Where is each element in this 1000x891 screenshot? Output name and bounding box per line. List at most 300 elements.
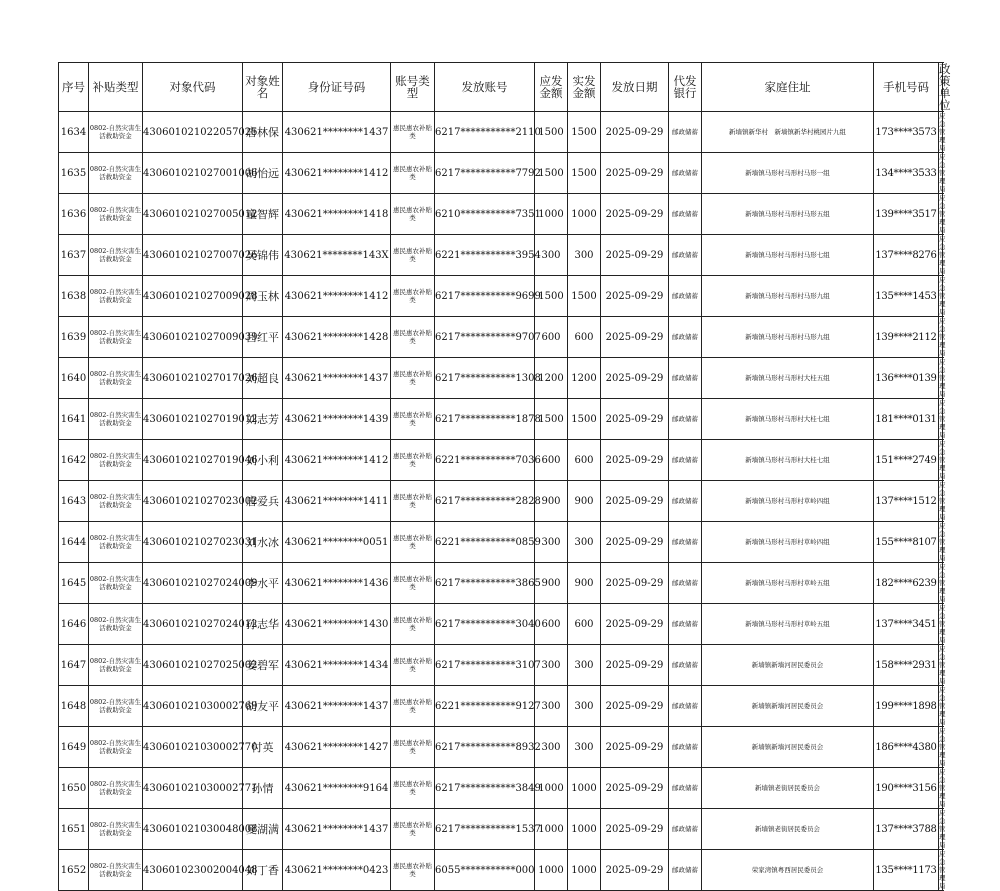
cell-object-code: 430601021027009028 (143, 276, 243, 317)
cell-amount-due: 300 (535, 522, 568, 563)
cell-account: 6217***********3865 (435, 563, 535, 604)
cell-amount-due: 1000 (535, 768, 568, 809)
cell-seq: 1641 (59, 399, 89, 440)
cell-unit: 应急管理局 (939, 153, 946, 193)
cell-object-code: 430601021022057025 (143, 112, 243, 153)
table-row (59, 112, 943, 153)
cell-bank: 邮政储蓄 (669, 850, 702, 891)
cell-phone: 173****3573 (874, 112, 939, 153)
cell-address: 新墙镇新华村 新墙镇新华村桃园片九组 (702, 112, 874, 153)
cell-amount-paid: 1000 (568, 850, 601, 891)
cell-unit: 应急管理局 (939, 235, 946, 275)
cell-object-code: 430601021027023031 (143, 522, 243, 563)
cell-object-code: 430601021027019046 (143, 440, 243, 481)
cell-date: 2025-09-29 (601, 276, 669, 317)
cell-phone: 181****0131 (874, 399, 939, 440)
cell-object-name: 吴锦伟 (243, 235, 283, 276)
cell-account-type: 惠民惠农补贴类 (391, 440, 435, 481)
table-row (59, 317, 943, 358)
cell-account: 6217***********1308 (435, 358, 535, 399)
cell-date: 2025-09-29 (601, 440, 669, 481)
cell-object-code: 430601021027023002 (143, 481, 243, 522)
cell-object-code: 430601021030002770 (143, 727, 243, 768)
header-amount-paid: 实发金额 (568, 63, 601, 112)
cell-account-type: 惠民惠农补贴类 (391, 276, 435, 317)
cell-seq: 1635 (59, 153, 89, 194)
cell-date: 2025-09-29 (601, 809, 669, 850)
cell-id-number: 430621********1434 (283, 645, 391, 686)
cell-phone: 139****2112 (874, 317, 939, 358)
table-row (59, 194, 943, 235)
table-row (59, 276, 943, 317)
cell-object-code: 430601021027025002 (143, 645, 243, 686)
cell-address: 新墙镇马形村马形村马形五组 (702, 194, 874, 235)
cell-subsidy-type: 0802-自然灾害生活救助资金 (89, 153, 143, 194)
cell-account-type: 惠民惠农补贴类 (391, 768, 435, 809)
cell-object-name: 吕红平 (243, 317, 283, 358)
cell-amount-due: 600 (535, 317, 568, 358)
cell-seq: 1642 (59, 440, 89, 481)
cell-object-name: 刘志芳 (243, 399, 283, 440)
cell-phone: 137****8276 (874, 235, 939, 276)
cell-subsidy-type: 0802-自然灾害生活救助资金 (89, 727, 143, 768)
cell-seq: 1644 (59, 522, 89, 563)
cell-phone: 199****1898 (874, 686, 939, 727)
cell-amount-paid: 300 (568, 235, 601, 276)
cell-account: 6217***********2828 (435, 481, 535, 522)
cell-subsidy-type: 0802-自然灾害生活救助资金 (89, 194, 143, 235)
cell-account: 6217***********2110 (435, 112, 535, 153)
cell-account-type: 惠民惠农补贴类 (391, 604, 435, 645)
cell-amount-due: 600 (535, 604, 568, 645)
cell-date: 2025-09-29 (601, 481, 669, 522)
cell-unit: 应急管理局 (939, 399, 946, 439)
cell-account: 6210***********7351 (435, 194, 535, 235)
cell-seq: 1647 (59, 645, 89, 686)
cell-date: 2025-09-29 (601, 686, 669, 727)
cell-address: 新墙镇马形村马形村马形九组 (702, 276, 874, 317)
cell-date: 2025-09-29 (601, 727, 669, 768)
cell-object-code: 430601023002004048 (143, 850, 243, 891)
cell-seq: 1648 (59, 686, 89, 727)
cell-bank: 邮政储蓄 (669, 153, 702, 194)
cell-object-name: 刘水冰 (243, 522, 283, 563)
cell-object-name: 唐爱兵 (243, 481, 283, 522)
cell-date: 2025-09-29 (601, 194, 669, 235)
cell-seq: 1640 (59, 358, 89, 399)
cell-address: 新墙镇马形村马形村大桂五组 (702, 358, 874, 399)
cell-id-number: 430621********1439 (283, 399, 391, 440)
cell-account-type: 惠民惠农补贴类 (391, 522, 435, 563)
header-address: 家庭住址 (702, 63, 874, 112)
header-seq: 序号 (59, 63, 89, 112)
cell-unit: 应急管理局 (939, 768, 946, 808)
cell-object-code: 430601021027005012 (143, 194, 243, 235)
cell-object-code: 430601021027024012 (143, 604, 243, 645)
cell-date: 2025-09-29 (601, 563, 669, 604)
table-row (59, 768, 943, 809)
cell-account-type: 惠民惠农补贴类 (391, 850, 435, 891)
cell-amount-paid: 1000 (568, 809, 601, 850)
cell-subsidy-type: 0802-自然灾害生活救助资金 (89, 809, 143, 850)
table-row (59, 153, 943, 194)
cell-account-type: 惠民惠农补贴类 (391, 686, 435, 727)
cell-id-number: 430621********1437 (283, 686, 391, 727)
table-row (59, 481, 943, 522)
table-row (59, 727, 943, 768)
table-row (59, 399, 943, 440)
cell-id-number: 430621********1411 (283, 481, 391, 522)
cell-date: 2025-09-29 (601, 153, 669, 194)
cell-phone: 135****1453 (874, 276, 939, 317)
cell-subsidy-type: 0802-自然灾害生活救助资金 (89, 112, 143, 153)
cell-date: 2025-09-29 (601, 399, 669, 440)
cell-date: 2025-09-29 (601, 317, 669, 358)
cell-account-type: 惠民惠农补贴类 (391, 358, 435, 399)
cell-unit: 应急管理局 (939, 112, 946, 152)
cell-account-type: 惠民惠农补贴类 (391, 112, 435, 153)
cell-seq: 1649 (59, 727, 89, 768)
cell-amount-due: 300 (535, 235, 568, 276)
cell-date: 2025-09-29 (601, 850, 669, 891)
cell-bank: 邮政储蓄 (669, 768, 702, 809)
cell-id-number: 430621********0051 (283, 522, 391, 563)
cell-object-name: 孙情 (243, 768, 283, 809)
cell-account-type: 惠民惠农补贴类 (391, 809, 435, 850)
header-unit: 政策单位 (939, 62, 951, 112)
cell-subsidy-type: 0802-自然灾害生活救助资金 (89, 686, 143, 727)
cell-account-type: 惠民惠农补贴类 (391, 153, 435, 194)
cell-object-code: 430601021027024009 (143, 563, 243, 604)
cell-unit: 应急管理局 (939, 809, 946, 849)
cell-account: 6217***********9707 (435, 317, 535, 358)
cell-subsidy-type: 0802-自然灾害生活救助资金 (89, 850, 143, 891)
cell-bank: 邮政储蓄 (669, 481, 702, 522)
table-row (59, 563, 943, 604)
table-row (59, 440, 943, 481)
header-phone: 手机号码 (874, 63, 939, 112)
cell-address: 新墙镇马形村马形村草岭四组 (702, 522, 874, 563)
cell-unit: 应急管理局 (939, 481, 946, 521)
cell-phone: 158****2931 (874, 645, 939, 686)
cell-id-number: 430621********1412 (283, 276, 391, 317)
cell-account-type: 惠民惠农补贴类 (391, 727, 435, 768)
cell-amount-paid: 1500 (568, 399, 601, 440)
cell-account: 6221***********9127 (435, 686, 535, 727)
cell-seq: 1646 (59, 604, 89, 645)
cell-amount-paid: 600 (568, 317, 601, 358)
cell-unit: 应急管理局 (939, 563, 946, 603)
cell-account-type: 惠民惠农补贴类 (391, 194, 435, 235)
cell-unit: 应急管理局 (939, 194, 946, 234)
cell-unit: 应急管理局 (939, 440, 946, 480)
cell-phone: 139****3517 (874, 194, 939, 235)
cell-object-name: 夏湖满 (243, 809, 283, 850)
cell-amount-paid: 900 (568, 563, 601, 604)
cell-address: 新墙镇马形村马形村草岭五组 (702, 563, 874, 604)
cell-bank: 邮政储蓄 (669, 317, 702, 358)
cell-phone: 137****3788 (874, 809, 939, 850)
cell-amount-paid: 600 (568, 440, 601, 481)
cell-account-type: 惠民惠农补贴类 (391, 235, 435, 276)
cell-id-number: 430621********1412 (283, 440, 391, 481)
cell-address: 新墙镇新墙河居民委员会 (702, 645, 874, 686)
cell-phone: 136****0139 (874, 358, 939, 399)
cell-subsidy-type: 0802-自然灾害生活救助资金 (89, 317, 143, 358)
cell-account-type: 惠民惠农补贴类 (391, 563, 435, 604)
cell-account-type: 惠民惠农补贴类 (391, 481, 435, 522)
cell-seq: 1639 (59, 317, 89, 358)
cell-address: 新墙镇马形村马形村草岭五组 (702, 604, 874, 645)
cell-amount-paid: 1500 (568, 112, 601, 153)
cell-object-name: 李水平 (243, 563, 283, 604)
cell-subsidy-type: 0802-自然灾害生活救助资金 (89, 440, 143, 481)
cell-object-code: 430601021027001006 (143, 153, 243, 194)
cell-unit: 应急管理局 (939, 727, 946, 767)
cell-bank: 邮政储蓄 (669, 276, 702, 317)
cell-object-name: 刘超良 (243, 358, 283, 399)
cell-date: 2025-09-29 (601, 768, 669, 809)
cell-id-number: 430621********1418 (283, 194, 391, 235)
cell-seq: 1638 (59, 276, 89, 317)
table-row (59, 850, 943, 891)
cell-account: 6221***********3954 (435, 235, 535, 276)
cell-phone: 186****4380 (874, 727, 939, 768)
cell-date: 2025-09-29 (601, 645, 669, 686)
header-account: 发放账号 (435, 63, 535, 112)
cell-unit: 应急管理局 (939, 276, 946, 316)
cell-object-name: 胡怡远 (243, 153, 283, 194)
cell-amount-due: 1000 (535, 850, 568, 891)
cell-amount-paid: 1000 (568, 768, 601, 809)
cell-amount-paid: 1200 (568, 358, 601, 399)
cell-subsidy-type: 0802-自然灾害生活救助资金 (89, 276, 143, 317)
cell-id-number: 430621********1430 (283, 604, 391, 645)
cell-account-type: 惠民惠农补贴类 (391, 645, 435, 686)
cell-unit: 应急管理局 (939, 686, 946, 726)
cell-object-code: 430601021030002771 (143, 768, 243, 809)
cell-bank: 邮政储蓄 (669, 235, 702, 276)
cell-account: 6217***********3107 (435, 645, 535, 686)
cell-unit: 应急管理局 (939, 317, 946, 357)
cell-subsidy-type: 0802-自然灾害生活救助资金 (89, 645, 143, 686)
cell-bank: 邮政储蓄 (669, 440, 702, 481)
cell-unit: 应急管理局 (939, 604, 946, 644)
cell-account: 6217***********3040 (435, 604, 535, 645)
cell-seq: 1650 (59, 768, 89, 809)
cell-date: 2025-09-29 (601, 358, 669, 399)
header-account-type: 账号类型 (391, 63, 435, 112)
cell-address: 新墙镇马形村马形村草岭四组 (702, 481, 874, 522)
cell-account-type: 惠民惠农补贴类 (391, 399, 435, 440)
cell-seq: 1643 (59, 481, 89, 522)
header-object-code: 对象代码 (143, 63, 243, 112)
cell-amount-paid: 300 (568, 727, 601, 768)
cell-address: 新墙镇马形村马形村大桂七组 (702, 399, 874, 440)
cell-amount-paid: 300 (568, 686, 601, 727)
cell-phone: 134****3533 (874, 153, 939, 194)
table-row (59, 522, 943, 563)
cell-phone: 182****6239 (874, 563, 939, 604)
cell-phone: 135****1173 (874, 850, 939, 891)
header-date: 发放日期 (601, 63, 669, 112)
cell-date: 2025-09-29 (601, 522, 669, 563)
cell-amount-paid: 1500 (568, 153, 601, 194)
cell-bank: 邮政储蓄 (669, 358, 702, 399)
cell-account: 6217***********1878 (435, 399, 535, 440)
cell-date: 2025-09-29 (601, 235, 669, 276)
cell-account: 6217***********1537 (435, 809, 535, 850)
cell-date: 2025-09-29 (601, 604, 669, 645)
cell-amount-paid: 300 (568, 522, 601, 563)
cell-phone: 137****1512 (874, 481, 939, 522)
cell-amount-due: 300 (535, 686, 568, 727)
cell-unit: 应急管理局 (939, 850, 946, 890)
table-row (59, 358, 943, 399)
cell-subsidy-type: 0802-自然灾害生活救助资金 (89, 563, 143, 604)
cell-id-number: 430621********1436 (283, 563, 391, 604)
cell-id-number: 430621********0423 (283, 850, 391, 891)
cell-address: 新墙镇新墙河居民委员会 (702, 727, 874, 768)
table-row (59, 645, 943, 686)
cell-object-name: 付英 (243, 727, 283, 768)
cell-address: 荣家湾镇粤西居民委员会 (702, 850, 874, 891)
cell-address: 新墙镇马形村马形村大桂七组 (702, 440, 874, 481)
cell-account: 6217***********7792 (435, 153, 535, 194)
cell-amount-due: 1000 (535, 194, 568, 235)
cell-amount-due: 300 (535, 727, 568, 768)
cell-address: 新墙镇马形村马形村马形九组 (702, 317, 874, 358)
cell-address: 新墙镇新墙河居民委员会 (702, 686, 874, 727)
cell-account: 6055***********000 (435, 850, 535, 891)
cell-amount-due: 900 (535, 481, 568, 522)
header-object-name: 对象姓名 (243, 63, 283, 112)
cell-object-code: 430601021027017026 (143, 358, 243, 399)
cell-id-number: 430621********9164 (283, 768, 391, 809)
cell-bank: 邮政储蓄 (669, 727, 702, 768)
cell-subsidy-type: 0802-自然灾害生活救助资金 (89, 399, 143, 440)
cell-amount-due: 1200 (535, 358, 568, 399)
cell-amount-paid: 900 (568, 481, 601, 522)
cell-amount-paid: 300 (568, 645, 601, 686)
cell-bank: 邮政储蓄 (669, 112, 702, 153)
cell-address: 新墙镇马形村马形村马形一组 (702, 153, 874, 194)
cell-amount-due: 1500 (535, 399, 568, 440)
subsidy-table (58, 62, 951, 891)
cell-account: 6217***********8932 (435, 727, 535, 768)
cell-id-number: 430621********1428 (283, 317, 391, 358)
table-row (59, 809, 943, 850)
cell-subsidy-type: 0802-自然灾害生活救助资金 (89, 235, 143, 276)
cell-unit: 应急管理局 (939, 645, 946, 685)
cell-address: 新墙镇老街居民委员会 (702, 809, 874, 850)
cell-amount-due: 900 (535, 563, 568, 604)
cell-object-name: 唐林保 (243, 112, 283, 153)
cell-account: 6217***********3849 (435, 768, 535, 809)
cell-amount-due: 1500 (535, 153, 568, 194)
cell-bank: 邮政储蓄 (669, 645, 702, 686)
cell-account: 6217***********9699 (435, 276, 535, 317)
cell-id-number: 430621********143X (283, 235, 391, 276)
cell-amount-due: 300 (535, 645, 568, 686)
cell-object-name: 胡友平 (243, 686, 283, 727)
cell-phone: 137****3451 (874, 604, 939, 645)
cell-seq: 1651 (59, 809, 89, 850)
header-subsidy-type: 补贴类型 (89, 63, 143, 112)
cell-object-name: 童智辉 (243, 194, 283, 235)
cell-object-code: 430601021027009039 (143, 317, 243, 358)
cell-subsidy-type: 0802-自然灾害生活救助资金 (89, 358, 143, 399)
cell-phone: 155****8107 (874, 522, 939, 563)
cell-id-number: 430621********1427 (283, 727, 391, 768)
cell-subsidy-type: 0802-自然灾害生活救助资金 (89, 522, 143, 563)
cell-id-number: 430621********1437 (283, 358, 391, 399)
cell-phone: 151****2749 (874, 440, 939, 481)
header-id-number: 身份证号码 (283, 63, 391, 112)
cell-object-name: 刘丁香 (243, 850, 283, 891)
table-body (59, 112, 946, 891)
cell-unit: 应急管理局 (939, 358, 946, 398)
cell-account: 6221***********0859 (435, 522, 535, 563)
cell-bank: 邮政储蓄 (669, 686, 702, 727)
table-row (59, 235, 943, 276)
cell-subsidy-type: 0802-自然灾害生活救助资金 (89, 481, 143, 522)
cell-bank: 邮政储蓄 (669, 563, 702, 604)
cell-object-code: 430601021030048008 (143, 809, 243, 850)
cell-seq: 1637 (59, 235, 89, 276)
cell-object-name: 周玉林 (243, 276, 283, 317)
header-amount-due: 应发金额 (535, 63, 568, 112)
cell-amount-due: 1000 (535, 809, 568, 850)
cell-object-name: 刘小利 (243, 440, 283, 481)
table-row (59, 604, 943, 645)
cell-account: 6221***********7036 (435, 440, 535, 481)
cell-bank: 邮政储蓄 (669, 522, 702, 563)
cell-amount-paid: 600 (568, 604, 601, 645)
cell-seq: 1652 (59, 850, 89, 891)
cell-amount-due: 1500 (535, 112, 568, 153)
cell-phone: 190****3156 (874, 768, 939, 809)
cell-amount-paid: 1500 (568, 276, 601, 317)
cell-address: 新墙镇老街居民委员会 (702, 768, 874, 809)
cell-object-code: 430601021027019012 (143, 399, 243, 440)
header-row (59, 63, 943, 112)
cell-subsidy-type: 0802-自然灾害生活救助资金 (89, 768, 143, 809)
cell-seq: 1636 (59, 194, 89, 235)
cell-bank: 邮政储蓄 (669, 604, 702, 645)
cell-unit: 应急管理局 (939, 522, 946, 562)
cell-address: 新墙镇马形村马形村马形七组 (702, 235, 874, 276)
cell-account-type: 惠民惠农补贴类 (391, 317, 435, 358)
cell-object-name: 姜碧军 (243, 645, 283, 686)
table-row (59, 686, 943, 727)
cell-id-number: 430621********1437 (283, 809, 391, 850)
cell-seq: 1645 (59, 563, 89, 604)
cell-subsidy-type: 0802-自然灾害生活救助资金 (89, 604, 143, 645)
cell-amount-paid: 1000 (568, 194, 601, 235)
cell-object-name: 孙志华 (243, 604, 283, 645)
cell-id-number: 430621********1437 (283, 112, 391, 153)
cell-amount-due: 1500 (535, 276, 568, 317)
cell-bank: 邮政储蓄 (669, 194, 702, 235)
cell-bank: 邮政储蓄 (669, 809, 702, 850)
cell-seq: 1634 (59, 112, 89, 153)
cell-id-number: 430621********1412 (283, 153, 391, 194)
cell-date: 2025-09-29 (601, 112, 669, 153)
header-bank: 代发银行 (669, 63, 702, 112)
cell-object-code: 430601021027007026 (143, 235, 243, 276)
cell-object-code: 430601021030002769 (143, 686, 243, 727)
